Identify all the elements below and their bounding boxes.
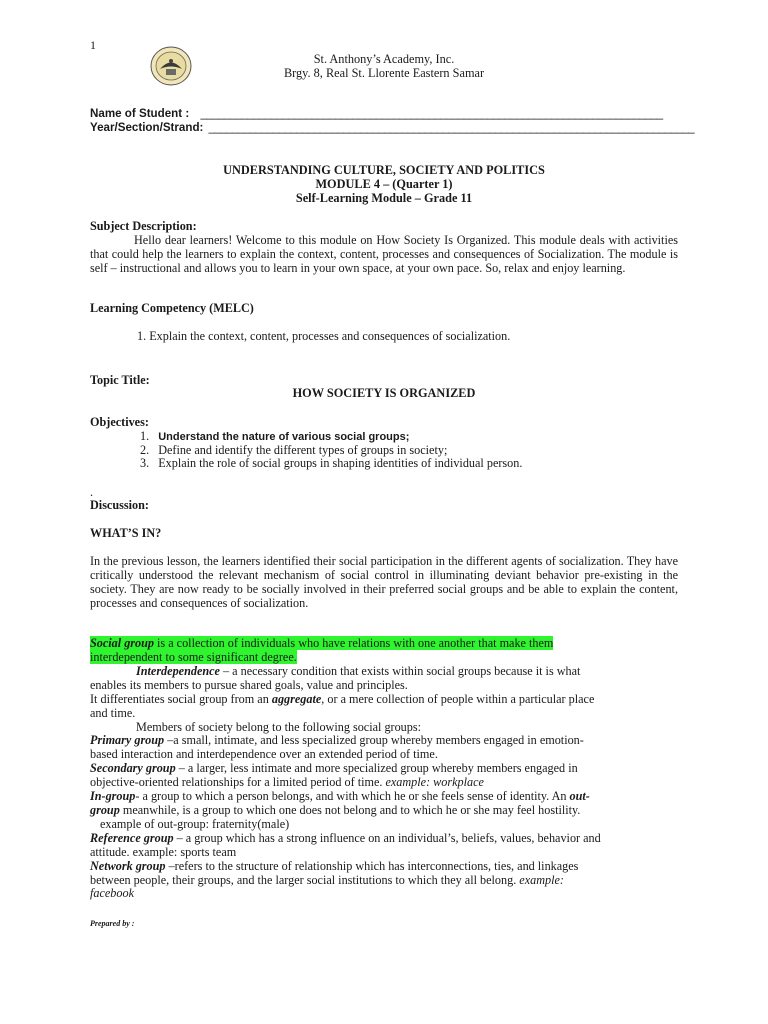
topic-title: HOW SOCIETY IS ORGANIZED	[292, 386, 476, 400]
aggregate-def	[90, 692, 594, 706]
secondary-group-term: Secondary group	[90, 761, 176, 775]
page-number: 1	[90, 38, 96, 52]
module-subtitle: Self-Learning Module – Grade 11	[295, 191, 473, 205]
student-name-field[interactable]	[90, 107, 662, 121]
social-group-term: Social group	[90, 636, 154, 650]
objectives-heading: Objectives:	[90, 415, 149, 429]
aggregate-tail: and time.	[90, 706, 136, 720]
in-group-term: In-group	[90, 789, 136, 803]
objective-text: Define and identify the different types of groups in society;	[158, 443, 448, 457]
network-group-def	[90, 859, 578, 873]
network-group-example-b: facebook	[90, 886, 134, 900]
student-name-label: Name of Student :	[90, 107, 190, 120]
topic-label: Topic Title:	[90, 373, 150, 387]
primary-group-term: Primary group	[90, 733, 165, 747]
primary-group-def-a: –a small, intimate, and less specialized group whereby members engaged in emotion-	[164, 733, 584, 747]
network-group-def-a: –refers to the structure of relationship which has interconnections, ties, and linkages	[165, 859, 579, 873]
subject-text: Hello dear learners! Welcome to this module on How Society Is Organized. This module deals with activities that could help the learners to explain the context, content, processes and consequences of Socialization. The module is self – instructional and allows you to learn in your own space, at your own pace. So, relax and enjoy learning.	[90, 233, 678, 275]
aggregate-post: , or a mere collection of people within a particular place	[321, 692, 595, 706]
network-group-def-b: between people, their groups, and the larger social institutions to which they all belong.	[90, 873, 520, 887]
social-group-def-a: is a collection of individuals who have relations with one another that make them	[154, 636, 554, 650]
objective-item	[140, 456, 522, 470]
school-name: St. Anthony’s Academy, Inc.	[313, 52, 455, 66]
in-group-def-a: - a group to which a person belongs, and with which he or she feels sense of identity. An	[135, 789, 570, 803]
interdependence-def-b: enables its members to pursue shared goals, value and principles.	[90, 678, 408, 692]
out-group-term-b: group	[90, 803, 120, 817]
aggregate-pre: It differentiates social group from an	[90, 692, 272, 706]
objective-number: 1.	[140, 429, 150, 443]
reference-group-def	[90, 831, 601, 845]
reference-group-def-a: – a group which has a strong influence on an individual’s, beliefs, values, behavior and	[173, 831, 601, 845]
objective-text: Understand the nature of various social groups;	[158, 431, 410, 443]
out-group-def	[90, 803, 580, 817]
members-line: Members of society belong to the following social groups:	[136, 720, 422, 734]
subject-heading: Subject Description:	[90, 219, 197, 233]
social-group-def	[90, 636, 553, 650]
student-name-line: _______________________________________________________________________________	[200, 107, 663, 120]
discussion-heading: Discussion:	[90, 498, 149, 512]
secondary-group-def-a: – a larger, less intimate and more specialized group whereby members engaged in	[175, 761, 578, 775]
objective-item	[140, 443, 447, 457]
secondary-group-example: example: workplace	[385, 775, 484, 789]
reference-group-term: Reference group	[90, 831, 174, 845]
competency-heading: Learning Competency (MELC)	[90, 301, 254, 315]
network-group-example-a: example:	[519, 873, 564, 887]
school-address: Brgy. 8, Real St. Llorente Eastern Samar	[283, 66, 485, 80]
whats-in-text: In the previous lesson, the learners identified their social participation in the different agents of socialization. They have critically understood the relevant mechanism of social control in illuminating deviant behavior pre-existing in the society. They are now ready to be socially involved in their preferred social groups and be able to explain the content, processes and consequences of socialization.	[90, 554, 678, 610]
primary-group-def	[90, 733, 584, 747]
competency-item: 1. Explain the context, content, processes and consequences of socialization.	[137, 329, 511, 343]
aggregate-term: aggregate	[271, 692, 322, 706]
network-group-term: Network group	[90, 859, 166, 873]
section-strand-line: ___________________________________________________________________________________	[208, 121, 695, 134]
out-group-term-a: out-	[569, 789, 590, 803]
social-group-def-cont	[90, 650, 297, 664]
secondary-group-def-cont	[90, 775, 484, 789]
section-strand-label: Year/Section/Strand:	[90, 121, 204, 134]
objective-number: 2.	[140, 443, 150, 457]
interdependence-def	[136, 664, 580, 678]
social-group-def-b: interdependent to some significant degree.	[90, 650, 297, 664]
reference-group-def-b: attitude. example: sports team	[90, 845, 237, 859]
network-group-def-cont	[90, 873, 564, 887]
out-group-def-b: meanwhile, is a group to which one does not belong and to which he or she may feel hostility.	[119, 803, 581, 817]
secondary-group-def-b: objective-oriented relationships for a limited period of time.	[90, 775, 386, 789]
stray-dot: .	[90, 485, 94, 499]
course-title: UNDERSTANDING CULTURE, SOCIETY AND POLITICS	[223, 163, 545, 177]
interdependence-term: Interdependence	[136, 664, 220, 678]
secondary-group-def	[90, 761, 578, 775]
module-title: MODULE 4 – (Quarter 1)	[315, 177, 453, 191]
objective-text: Explain the role of social groups in shaping identities of individual person.	[158, 456, 523, 470]
objective-item	[140, 429, 409, 444]
primary-group-def-b: based interaction and interdependence over an extended period of time.	[90, 747, 438, 761]
objective-number: 3.	[140, 456, 150, 470]
section-strand-field[interactable]	[90, 121, 694, 135]
prepared-by: Prepared by :	[90, 919, 135, 928]
whats-in-heading: WHAT’S IN?	[90, 526, 162, 540]
out-group-example: example of out-group: fraternity(male)	[100, 817, 290, 831]
interdependence-def-a: – a necessary condition that exists within social groups because it is what	[219, 664, 581, 678]
in-group-def	[90, 789, 590, 803]
